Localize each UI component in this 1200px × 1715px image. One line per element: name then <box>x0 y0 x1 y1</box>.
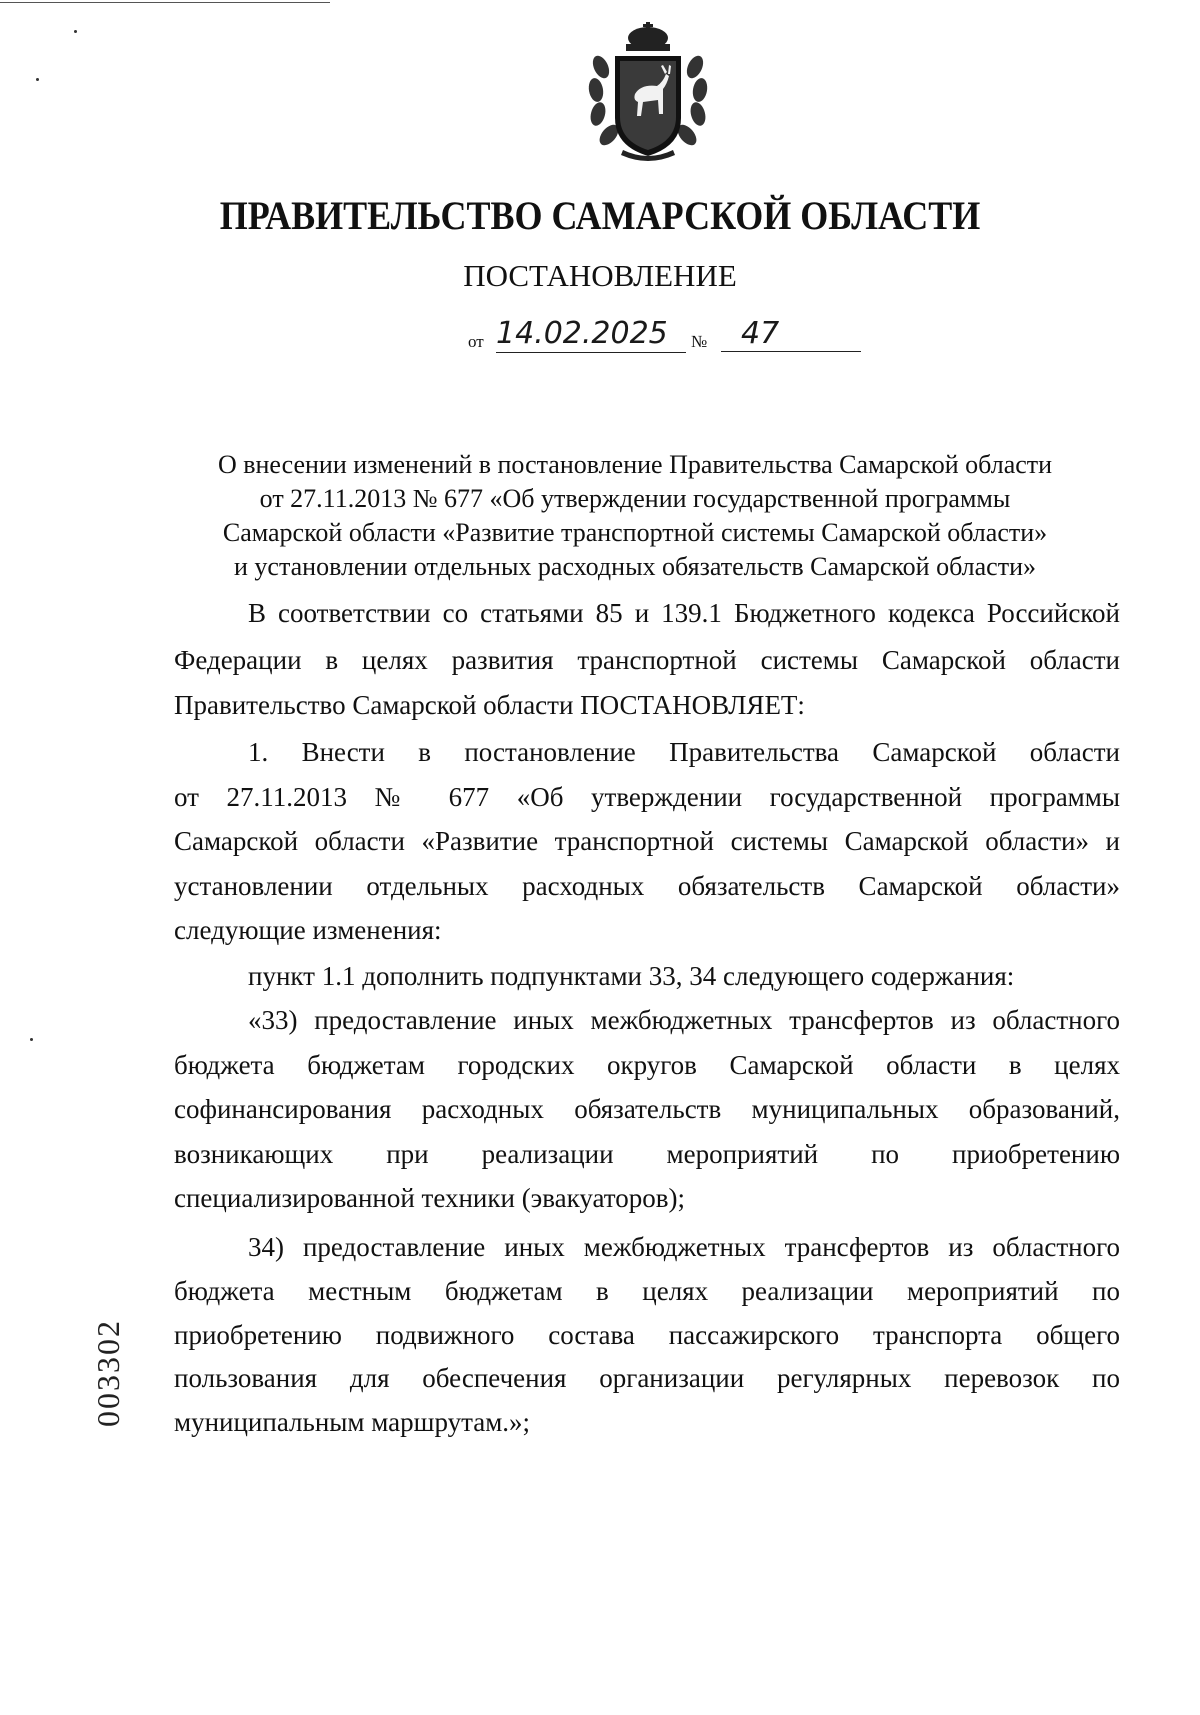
body-line: Правительство Самарской области ПОСТАНОВЛЯЕТ: <box>174 690 805 720</box>
body-line: пункт 1.1 дополнить подпунктами 33, 34 следующего содержания: <box>248 961 1015 991</box>
government-title: ПРАВИТЕЛЬСТВО САМАРСКОЙ ОБЛАСТИ <box>219 193 981 238</box>
body-line: Самарской области «Развитие транспортной системы Самарской области» и <box>174 826 1120 856</box>
date-prefix: от <box>468 332 484 351</box>
body-line: «33) предоставление иных межбюджетных трансфертов из областного <box>248 1005 1120 1035</box>
document-date: 14.02.2025 <box>496 316 686 353</box>
scan-edge-line <box>0 2 330 3</box>
body-line: муниципальным маршрутам.»; <box>174 1407 531 1437</box>
body-line: установлении отдельных расходных обязательств Самарской области» <box>174 871 1120 901</box>
body-line: приобретению подвижного состава пассажирского транспорта общего <box>174 1320 1120 1350</box>
scan-speck <box>36 78 39 81</box>
number-sign: № <box>691 332 708 351</box>
body-line: Федерации в целях развития транспортной системы Самарской области <box>174 645 1120 675</box>
subject-line: Самарской области «Развитие транспортной системы Самарской области» <box>222 518 1048 547</box>
body-line: софинансирования расходных обязательств муниципальных образований, <box>174 1094 1120 1124</box>
document-type: ПОСТАНОВЛЕНИЕ <box>463 258 737 293</box>
body-line: пользования для обеспечения организации регулярных перевозок по <box>174 1363 1120 1393</box>
body-line: 1. Внести в постановление Правительства Самарской области <box>248 737 1120 767</box>
document-number: 47 <box>721 316 861 352</box>
subject-line: О внесении изменений в постановление Правительства Самарской области <box>217 450 1053 479</box>
subject-line: от 27.11.2013 № 677 «Об утверждении государственной программы <box>259 484 1011 513</box>
body-line: бюджета бюджетам городских округов Самарской области в целях <box>174 1050 1120 1080</box>
coat-of-arms-emblem <box>583 22 713 162</box>
body-line: от 27.11.2013 № 677 «Об утверждении государственной программы <box>174 782 1120 812</box>
scan-speck <box>74 30 77 33</box>
subject-line: и установлении отдельных расходных обязательств Самарской области» <box>233 552 1036 581</box>
document-subject <box>170 448 1100 584</box>
body-line: возникающих при реализации мероприятий по приобретению <box>174 1139 1120 1169</box>
body-line: бюджета местным бюджетам в целях реализации мероприятий по <box>174 1276 1120 1306</box>
body-line: В соответствии со статьями 85 и 139.1 Бюджетного кодекса Российской <box>248 598 1120 628</box>
scan-speck <box>30 1038 33 1041</box>
registration-stamp-number: 003302 <box>90 1319 126 1427</box>
body-line: 34) предоставление иных межбюджетных трансфертов из областного <box>248 1232 1120 1262</box>
body-line: специализированной техники (эвакуаторов); <box>174 1183 685 1213</box>
body-line: следующие изменения: <box>174 915 442 945</box>
